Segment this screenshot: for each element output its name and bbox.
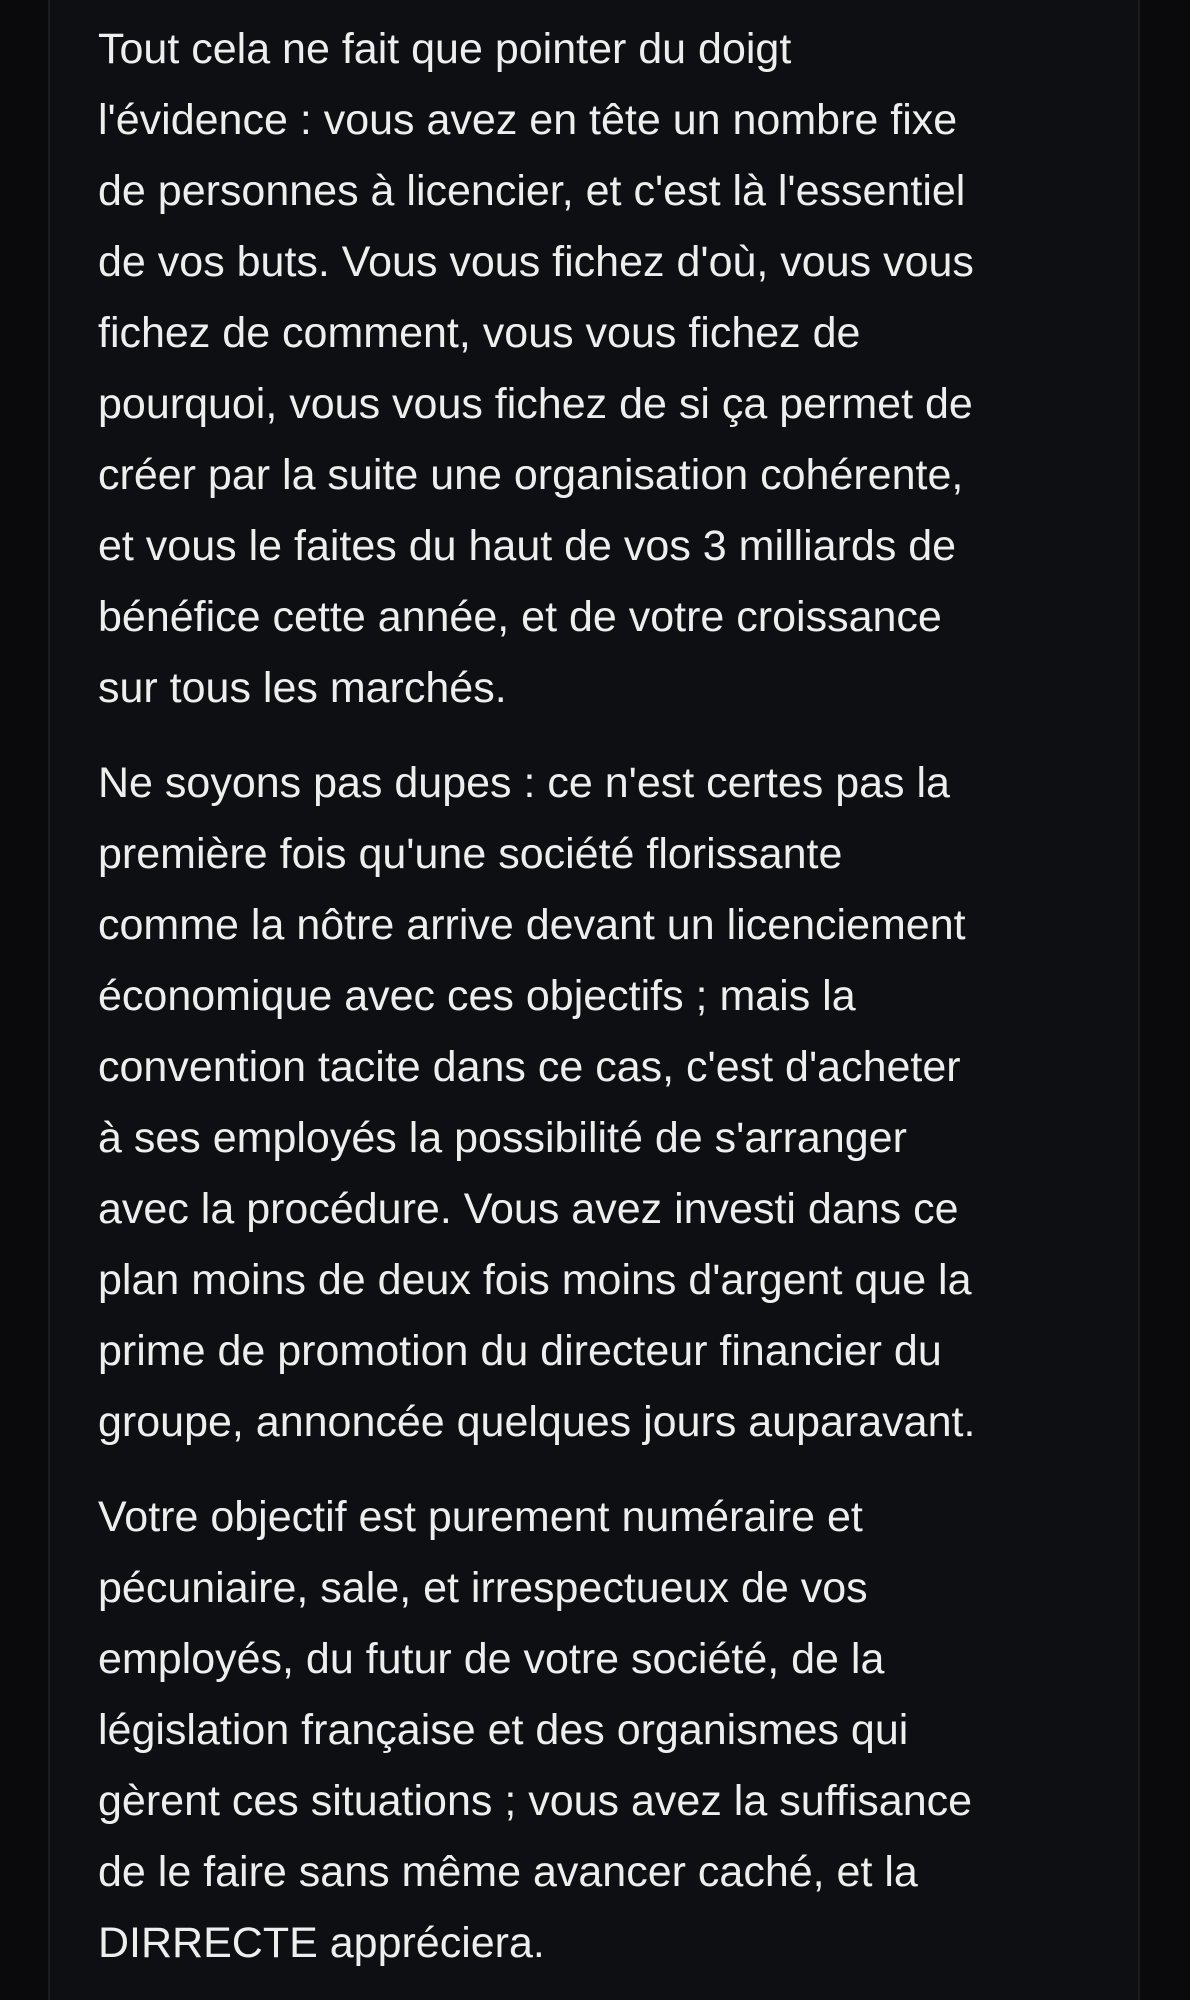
post-body — [98, 14, 1098, 2000]
paragraph-1: Tout cela ne fait que pointer du doigt l'évidence : vous avez en tête un nombre fixe de personnes à licencier, et c'est là l'essentiel de vos buts. Vous vous fichez d'où, vous vous fichez de comment, vous vous fichez de pourquoi, vous vous fichez de si ça permet de créer par la suite une organisation cohérente, et vous le faites du haut de vos 3 milliards de bénéfice cette année, et de votre croissance sur tous les marchés. — [98, 25, 974, 712]
paragraph-3: Votre objectif est purement numéraire et pécuniaire, sale, et irrespectueux de vos employés, du futur de votre société, de la législation française et des organismes qui gèrent ces situations ; vous avez la suffisance de le faire sans même avancer caché, et la DIRRECTE appréciera. — [98, 1493, 973, 1967]
paragraph-2: Ne soyons pas dupes : ce n'est certes pas la première fois qu'une société florissante comme la nôtre arrive devant un licenciement économique avec ces objectifs ; mais la convention tacite dans ce cas, c'est d'acheter à ses employés la possibilité de s'arranger avec la procédure. Vous avez investi dans ce plan moins de deux fois moins d'argent que la prime de promotion du directeur financier du groupe, annoncée quelques jours auparavant. — [98, 759, 976, 1446]
